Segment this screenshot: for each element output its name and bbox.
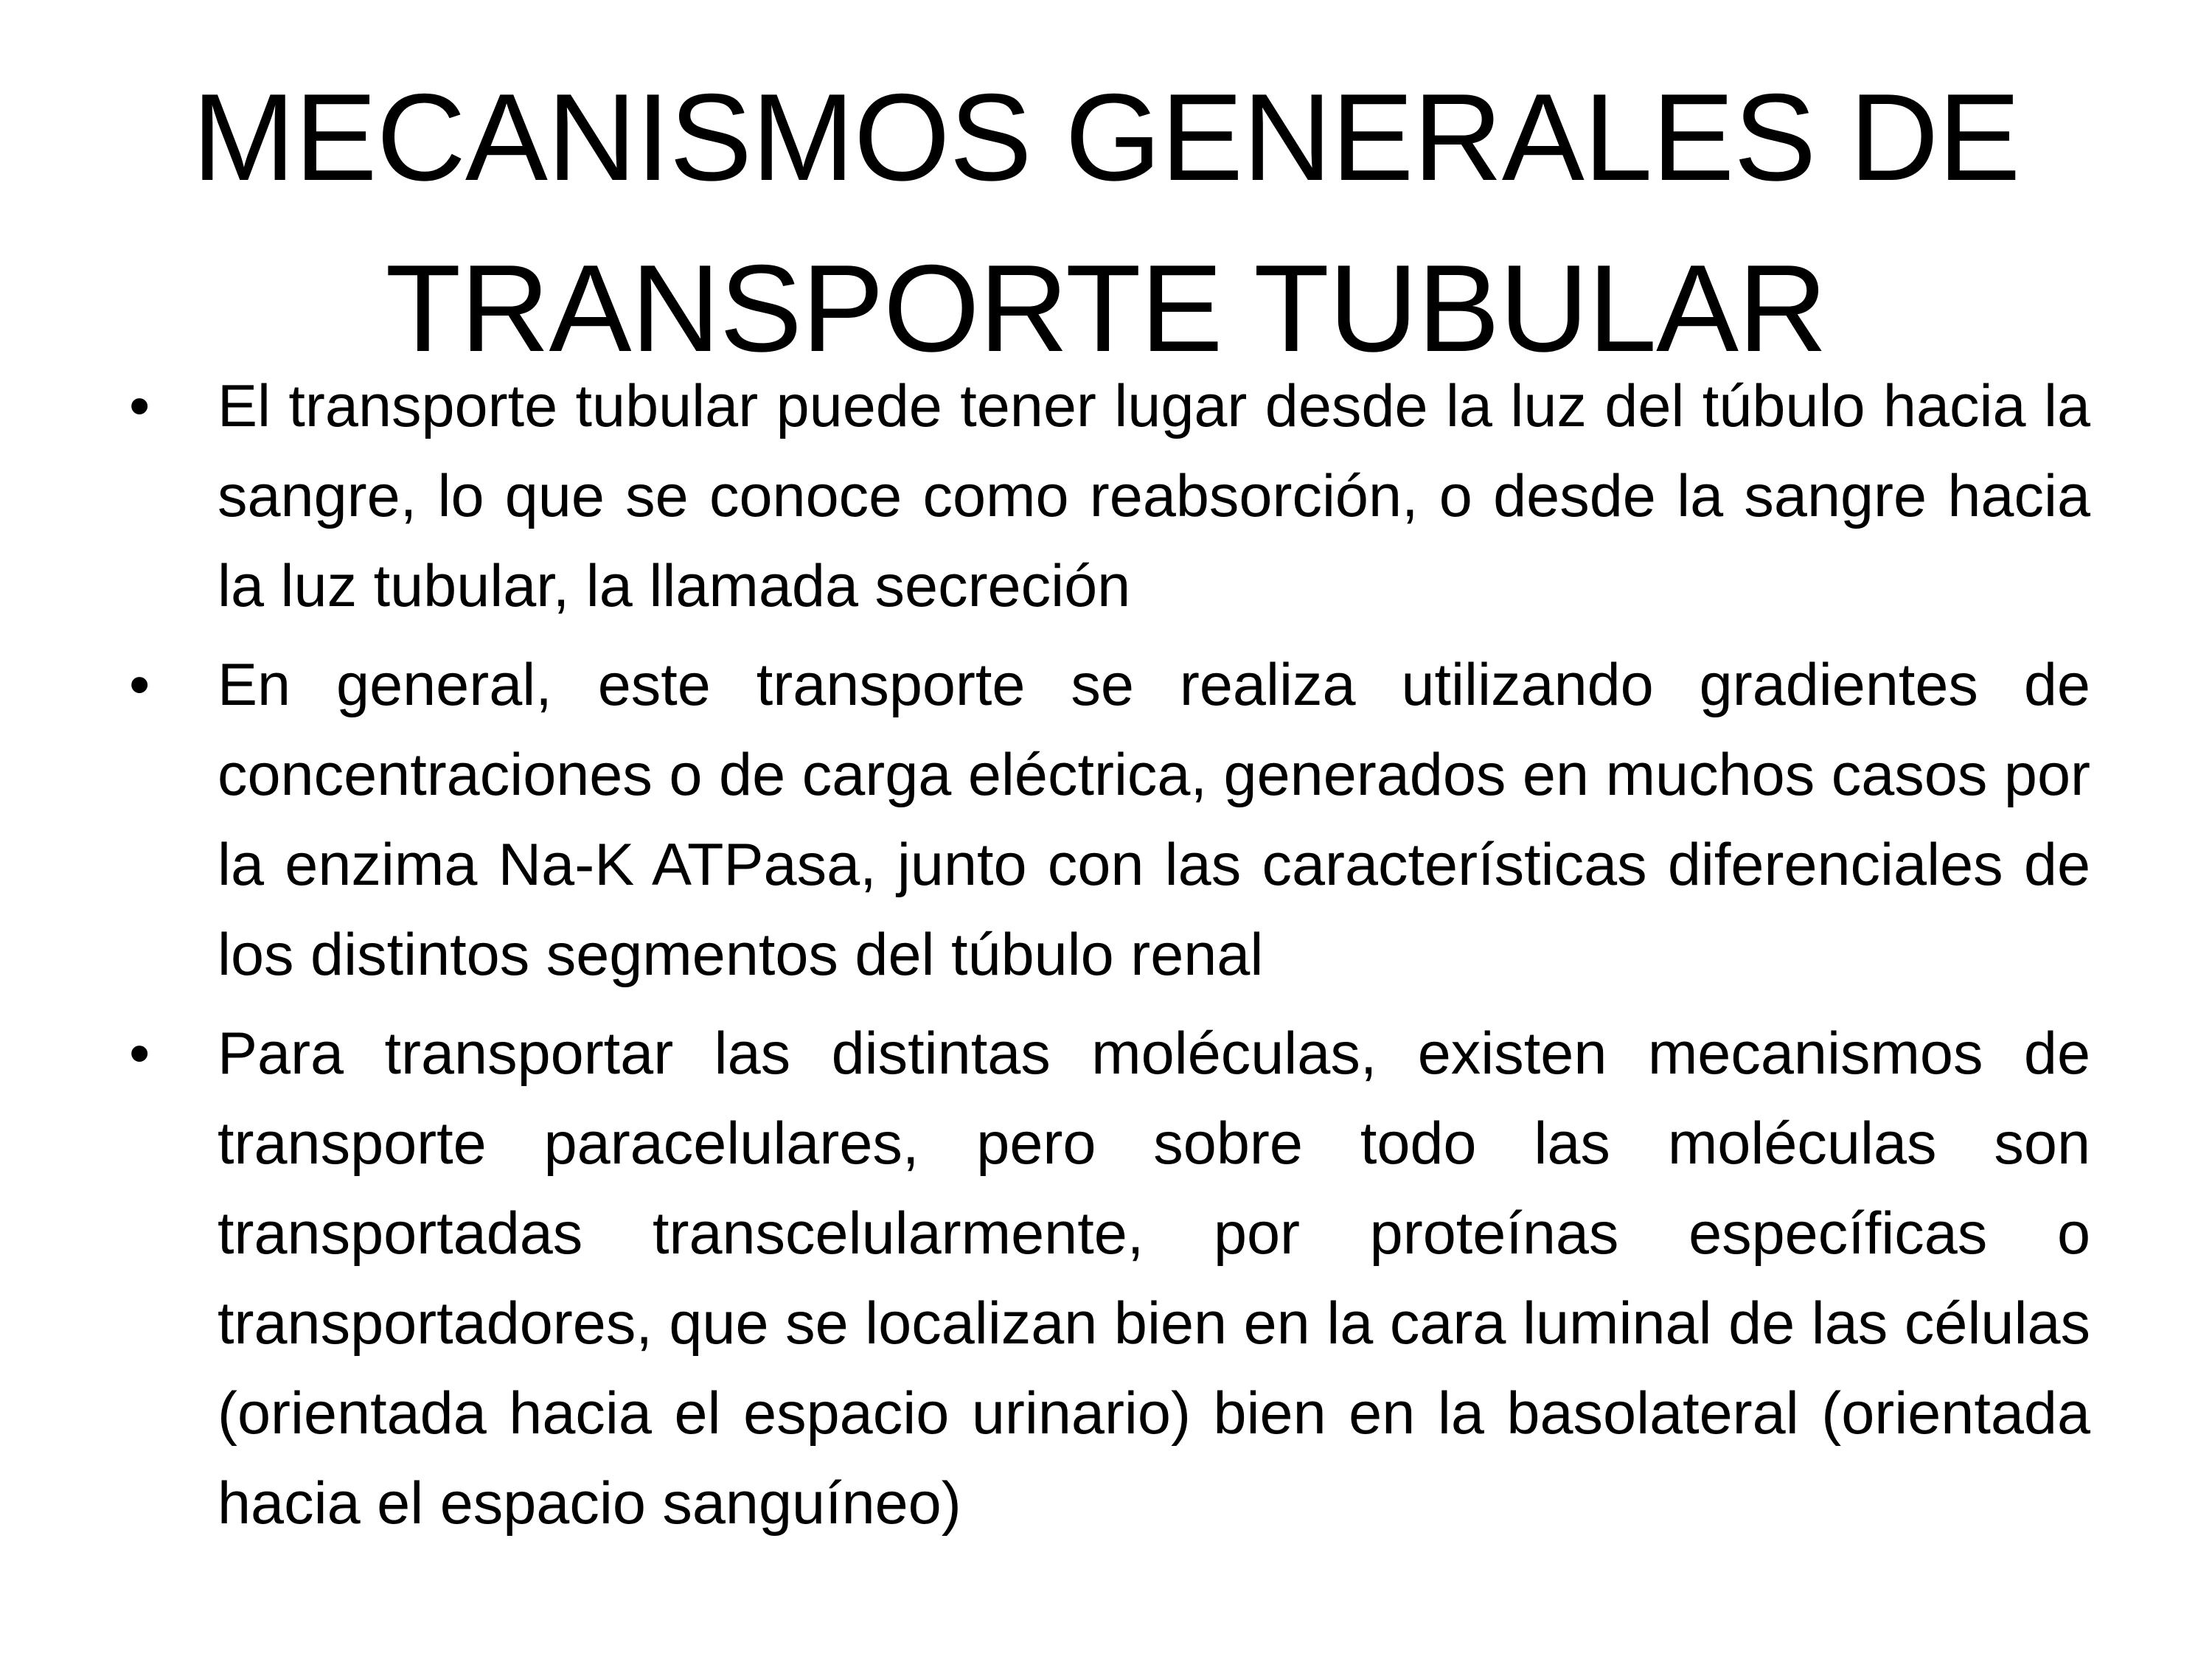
bullet-item bbox=[129, 361, 2090, 631]
bullet-text: En general, este transporte se realiza utilizando gradientes de concentraciones o de carga eléctrica, generados en muchos casos por la enzima Na-K ATPasa, junto con las características diferenciales de los distintos segmentos del túbulo renal bbox=[218, 652, 2090, 988]
bullet-text: El transporte tubular puede tener lugar desde la luz del túbulo hacia la sangre, lo que se conoce como reabsorción, o desde la sangre hacia la luz tubular, la llamada secreción bbox=[218, 373, 2090, 619]
bullet-item bbox=[129, 1009, 2090, 1548]
bullet-item bbox=[129, 640, 2090, 1000]
bullet-icon: • bbox=[129, 373, 150, 439]
bullet-list bbox=[129, 361, 2090, 1557]
bullet-text: Para transportar las distintas moléculas, existen mecanismos de transporte paracelulares, pero sobre todo las moléculas son transportadas transcelularmente, por proteínas específicas o transportadores, que se localizan bien en la cara luminal de las células (orientada hacia el espacio urinario) bien en la basolateral (orientada hacia el espacio sanguíneo) bbox=[218, 1020, 2090, 1537]
slide-title: MECANISMOS GENERALES DE TRANSPORTE TUBULAR bbox=[192, 68, 2020, 378]
bullet-icon: • bbox=[129, 1020, 150, 1087]
bullet-icon: • bbox=[129, 652, 150, 718]
